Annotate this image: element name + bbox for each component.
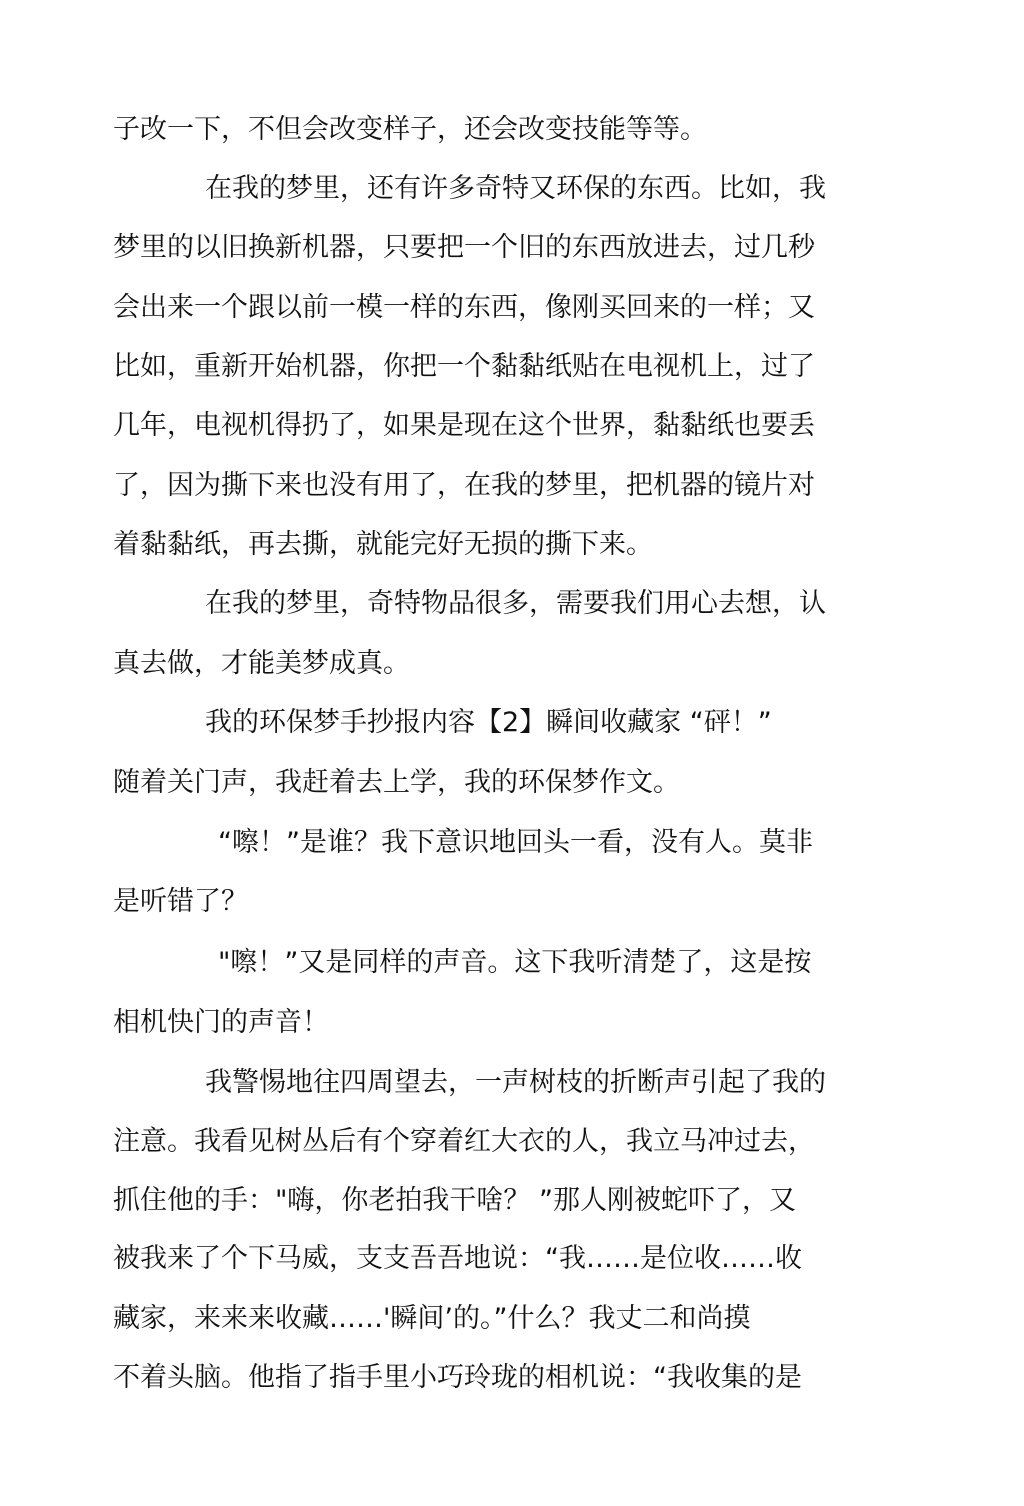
text-line-21: 藏家，来来来收藏……'瞬间’的。”什么？我丈二和尚摸 [113, 1303, 751, 1334]
text-line-22: 不着头脑。他指了指手里小巧玲珑的相机说：“我收集的是 [113, 1362, 802, 1393]
text-line-14: 是听错了？ [113, 886, 248, 917]
text-line-7: 了，因为撕下来也没有用了，在我的梦里，把机器的镜片对 [113, 470, 815, 501]
text-line-11: 我的环保梦手抄报内容【2】瞬间收藏家 “砰！” [205, 707, 772, 738]
text-line-15: "嚓！”又是同样的声音。这下我听清楚了，这是按 [218, 947, 812, 978]
text-line-1: 子改一下，不但会改变样子，还会改变技能等等。 [113, 114, 707, 145]
text-line-12: 随着关门声，我赶着去上学，我的环保梦作文。 [113, 767, 680, 798]
text-line-10: 真去做，才能美梦成真。 [113, 648, 410, 679]
text-line-16: 相机快门的声音！ [113, 1007, 329, 1038]
text-line-8: 着黏黏纸，再去撕，就能完好无损的撕下来。 [113, 529, 653, 560]
text-line-17: 我警惕地往四周望去，一声树枝的折断声引起了我的 [205, 1067, 826, 1098]
text-line-4: 会出来一个跟以前一模一样的东西，像刚买回来的一样；又 [113, 292, 815, 323]
text-line-13: “嚓！”是谁？我下意识地回头一看，没有人。莫非 [218, 827, 813, 858]
text-line-19: 抓住他的手："嗨，你老拍我干啥？ ”那人刚被蛇吓了，又 [113, 1185, 796, 1216]
text-line-9: 在我的梦里，奇特物品很多，需要我们用心去想，认 [205, 588, 826, 619]
text-line-20: 被我来了个下马威，支支吾吾地说：“我……是位收……收 [113, 1243, 802, 1274]
text-line-2: 在我的梦里，还有许多奇特又环保的东西。比如，我 [205, 173, 826, 204]
text-line-18: 注意。我看见树丛后有个穿着红大衣的人，我立马冲过去， [113, 1126, 815, 1157]
text-line-5: 比如，重新开始机器，你把一个黏黏纸贴在电视机上，过了 [113, 351, 815, 382]
text-line-3: 梦里的以旧换新机器，只要把一个旧的东西放进去，过几秒 [113, 232, 815, 263]
text-line-6: 几年，电视机得扔了，如果是现在这个世界，黏黏纸也要丢 [113, 410, 815, 441]
